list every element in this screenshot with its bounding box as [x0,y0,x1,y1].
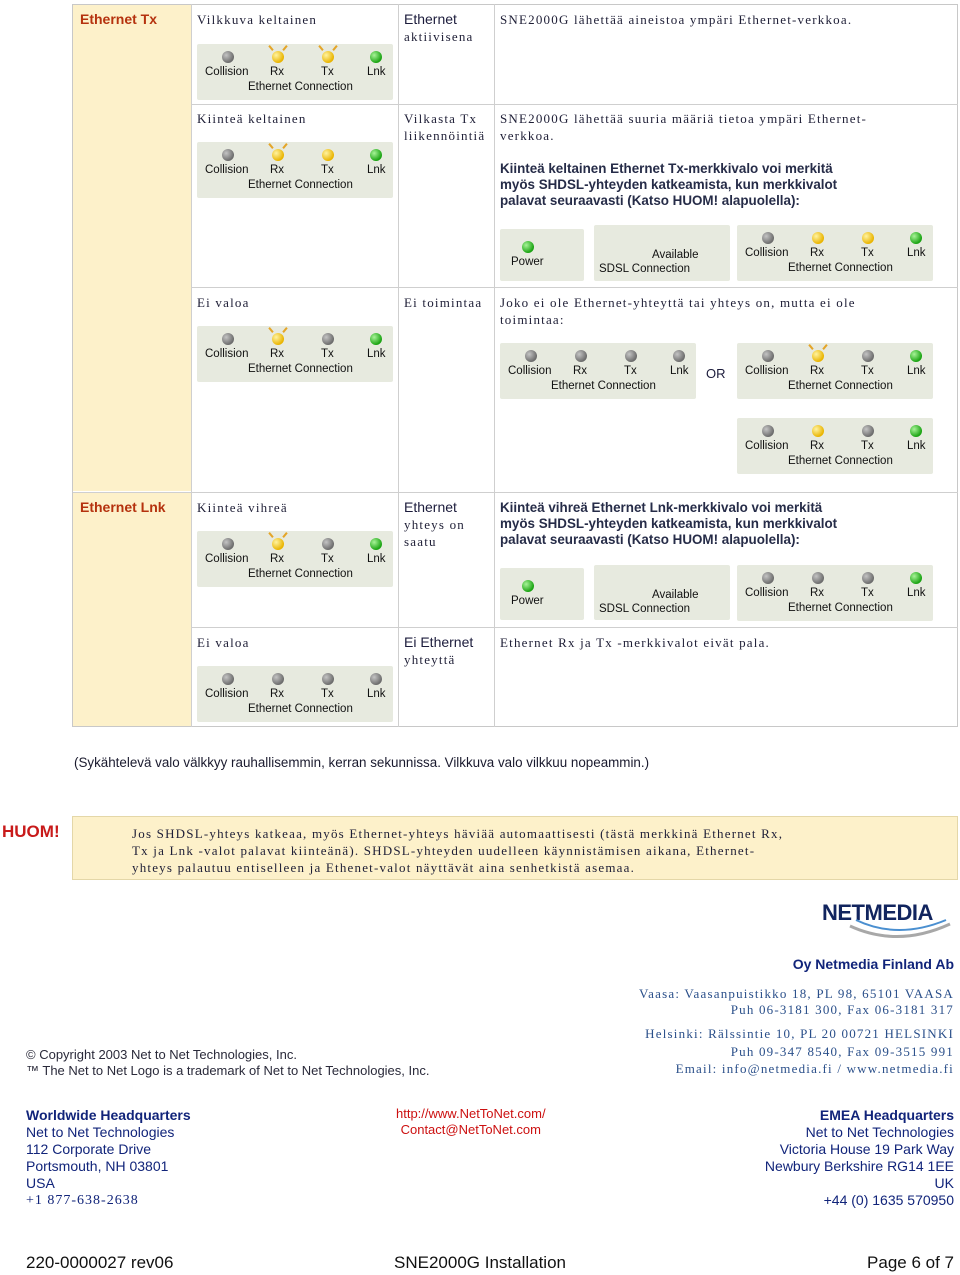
lnk-label: Lnk [907,247,926,259]
lnk-led [370,538,382,550]
company-name: Oy Netmedia Finland Ab [792,956,954,972]
vaasa-address: Vaasa: Vaasanpuistikko 18, PL 98, 65101 VAASA [639,986,954,1001]
rx-label: Rx [270,66,285,78]
lnk-label: Lnk [907,587,926,599]
footnote-text: (Sykähtelevä valo välkkyy rauhallisemmin, kerran sekunnissa. Vilkkuva valo vilkkuu nopeammin.) [74,755,650,770]
rx-led [272,149,284,161]
collision-label: Collision [745,440,789,452]
collision-led [222,673,234,685]
status-text: Ethernet [404,11,457,27]
lnk-label: Lnk [367,66,386,78]
tx-label: Tx [861,440,874,452]
grid-line [398,4,399,727]
blink-icon [282,45,287,51]
power-led-panel [500,568,584,620]
lnk-label: Lnk [367,553,386,565]
lnk-led [910,350,922,362]
collision-label: Collision [745,247,789,259]
tx-led [322,333,334,345]
helsinki-phone: Puh 09-347 8540, Fax 09-3515 991 [730,1044,954,1059]
label-cell-lnk [73,493,191,726]
note-text: palavat seuraavasti (Katso HUOM! alapuolella): [500,532,800,547]
power-label: Power [511,256,544,268]
description-text: SNE2000G lähettää suuria määriä tietoa ympäri Ethernet- [500,111,868,126]
collision-label: Collision [745,365,789,377]
hq-line: 112 Corporate Drive [26,1141,152,1157]
label-cell-tx [73,5,191,491]
netmedia-logo [820,898,956,950]
doc-number: 220-0000027 rev06 [26,1253,174,1272]
note-text: Jos SHDSL-yhteys katkeaa, myös Ethernet-yhteys häviää automaattisesti (tästä merkkinä Ethernet Rx, [132,826,784,841]
tx-led [862,232,874,244]
power-led [522,241,534,253]
page-number: Page 6 of 7 [867,1253,954,1272]
grid-line [494,4,495,727]
lnk-led [910,572,922,584]
blink-icon [282,327,287,333]
emea-line: Victoria House 19 Park Way [779,1141,954,1157]
collision-led [762,350,774,362]
ethernet-led-panel [197,326,393,382]
lnk-label: Lnk [907,440,926,452]
ethernet-connection-label: Ethernet Connection [248,363,353,375]
rx-led [272,333,284,345]
copyright-text: Copyright 2003 Net to Net Technologies, Inc. [39,1047,297,1062]
worldwide-hq [26,1107,191,1209]
status-text: Vilkasta Tx [404,111,478,126]
trademark-line [26,1063,429,1078]
note-text: Tx ja Lnk -valot palavat kiinteänä). SHDSL-yhteyden uudelleen käynnistämisen aikana, Ethernet- [132,843,756,858]
rx-label: Rx [270,164,285,176]
led-state: Ei valoa [197,635,250,650]
ethernet-connection-label: Ethernet Connection [248,703,353,715]
tx-label: Tx [321,164,334,176]
emea-phone: +44 (0) 1635 570950 [823,1192,954,1208]
trademark-icon: ™ [26,1063,43,1078]
rx-label: Rx [573,365,588,377]
blink-icon [332,45,337,51]
sdsl-connection-label: SDSL Connection [599,603,690,615]
blink-icon [808,344,813,350]
collision-label: Collision [205,66,249,78]
description-text: Joko ei ole Ethernet-yhteyttä tai yhteys on, mutta ei ole [500,295,856,310]
status-text: saatu [404,534,437,549]
rx-led [272,51,284,63]
blink-icon [268,532,273,538]
power-led [522,580,534,592]
rx-label: Rx [270,688,285,700]
ethernet-led-panel [737,343,933,399]
grid-line [191,627,958,628]
note-text: yhteys palautuu entiselleen ja Ethenet-valot näyttävät aina senhetkistä asemaa. [132,860,636,875]
tx-led [862,350,874,362]
note-text: palavat seuraavasti (Katso HUOM! alapuolella): [500,193,800,208]
copyright-line [26,1047,297,1062]
ethernet-led-panel [737,565,933,621]
trademark-text: The Net to Net Logo is a trademark of Net to Net Technologies, Inc. [42,1063,430,1078]
emea-hq [765,1107,954,1209]
lnk-led [370,333,382,345]
hq-line: Net to Net Technologies [26,1124,175,1140]
netmedia-contact: Email: info@netmedia.fi / www.netmedia.fi [675,1061,954,1076]
lnk-led [910,425,922,437]
lnk-label: Lnk [670,365,689,377]
website-link[interactable]: http://www.NetToNet.com/ [396,1106,546,1121]
emea-line: UK [934,1175,954,1191]
collision-label: Collision [205,553,249,565]
blink-icon [268,327,273,333]
emea-line: Net to Net Technologies [805,1124,954,1140]
vaasa-phone: Puh 06-3181 300, Fax 06-3181 317 [730,1002,954,1017]
ethernet-connection-label: Ethernet Connection [788,602,893,614]
tx-label: Tx [624,365,637,377]
helsinki-address: Helsinki: Rälssintie 10, PL 20 00721 HELSINKI [645,1026,954,1041]
note-text: Kiinteä keltainen Ethernet Tx-merkkivalo voi merkitä [500,161,833,176]
rx-label: Rx [270,553,285,565]
sdsl-led-panel [594,225,730,281]
collision-led [762,425,774,437]
led-state: Ei valoa [197,295,250,310]
status-text: Ei toimintaa [404,295,483,310]
lnk-label: Lnk [907,365,926,377]
tx-led [322,538,334,550]
description-text: verkkoa. [500,128,555,143]
blink-icon [282,532,287,538]
sdsl-connection-label: SDSL Connection [599,263,690,275]
rx-label: Rx [810,587,825,599]
tx-led [625,350,637,362]
hq-title: Worldwide Headquarters [26,1107,191,1123]
blink-icon [822,344,827,350]
rx-led [812,425,824,437]
ethernet-connection-label: Ethernet Connection [248,568,353,580]
ethernet-led-panel [737,225,933,281]
rx-label: Rx [270,348,285,360]
copyright-icon: © [26,1047,40,1062]
tx-label: Tx [321,348,334,360]
collision-label: Collision [205,688,249,700]
collision-led [222,333,234,345]
status-text: Ei Ethernet [404,634,474,650]
lnk-led [673,350,685,362]
collision-led [222,149,234,161]
collision-label: Collision [205,164,249,176]
rx-label: Rx [810,365,825,377]
ethernet-led-panel [197,142,393,198]
netmedia-logo-text: NETMEDIA [822,900,933,925]
hq-line: Portsmouth, NH 03801 [26,1158,169,1174]
or-label: OR [706,366,726,381]
rx-led [812,572,824,584]
tx-label: Tx [321,66,334,78]
description-text: Ethernet Rx ja Tx -merkkivalot eivät pala. [500,635,771,650]
sdsl-led-panel [594,565,730,620]
blink-icon [268,45,273,51]
grid-line [191,4,192,727]
tx-label: Tx [861,247,874,259]
ethernet-led-panel [197,44,393,100]
status-text: yhteyttä [404,652,456,667]
lnk-label: Lnk [367,688,386,700]
huom-label: HUOM! [2,822,60,841]
ethernet-connection-label: Ethernet Connection [248,81,353,93]
ethernet-led-panel [197,531,393,587]
ethernet-led-panel [197,666,393,722]
status-text: Ethernet [404,499,457,515]
status-text: aktiivisena [404,29,474,44]
ethernet-connection-label: Ethernet Connection [788,380,893,392]
ethernet-led-panel [737,418,933,474]
tx-led [322,673,334,685]
blink-icon [282,143,287,149]
collision-label: Collision [745,587,789,599]
emea-line: Newbury Berkshire RG14 1EE [764,1158,954,1174]
grid-line [73,492,958,493]
logo-swoosh-icon [848,918,952,948]
status-text: liikennöintiä [404,128,486,143]
hq-phone: +1 877-638-2638 [26,1193,139,1208]
lnk-label: Lnk [367,348,386,360]
lnk-led [910,232,922,244]
tx-led [322,51,334,63]
doc-title: SNE2000G Installation [394,1253,566,1272]
ethernet-connection-label: Ethernet Connection [788,262,893,274]
row-label-ethernet-tx: Ethernet Tx [80,11,158,27]
led-state: Kiinteä vihreä [197,500,288,515]
rx-led [575,350,587,362]
note-text: myös SHDSL-yhteyden katkeamista, kun merkkivalot [500,177,838,192]
lnk-label: Lnk [367,164,386,176]
tx-led [322,149,334,161]
email-link[interactable]: Contact@NetToNet.com [400,1122,541,1137]
collision-led [222,51,234,63]
collision-label: Collision [508,365,552,377]
available-label: Available [652,589,699,601]
tx-led [862,572,874,584]
collision-label: Collision [205,348,249,360]
rx-label: Rx [810,247,825,259]
lnk-led [370,149,382,161]
collision-led [525,350,537,362]
rx-led [812,232,824,244]
power-led-panel [500,229,584,281]
led-state: Vilkkuva keltainen [197,12,318,27]
emea-title: EMEA Headquarters [819,1107,954,1123]
ethernet-led-panel [500,343,696,399]
lnk-led [370,673,382,685]
note-text: myös SHDSL-yhteyden katkeamista, kun merkkivalot [500,516,838,531]
grid-line [191,287,958,288]
tx-label: Tx [861,365,874,377]
tx-label: Tx [321,553,334,565]
tx-label: Tx [321,688,334,700]
collision-led [762,232,774,244]
ethernet-connection-label: Ethernet Connection [551,380,656,392]
blink-icon [318,45,323,51]
collision-led [762,572,774,584]
ethernet-connection-label: Ethernet Connection [788,455,893,467]
rx-label: Rx [810,440,825,452]
tx-label: Tx [861,587,874,599]
row-label-ethernet-lnk: Ethernet Lnk [80,499,166,515]
rx-led [272,673,284,685]
web-contact [396,1106,546,1138]
note-text: Kiinteä vihreä Ethernet Lnk-merkkivalo voi merkitä [500,500,823,515]
available-label: Available [652,249,699,261]
rx-led [272,538,284,550]
tx-led [862,425,874,437]
ethernet-connection-label: Ethernet Connection [248,179,353,191]
description-text: SNE2000G lähettää aineistoa ympäri Ethernet-verkkoa. [500,12,853,27]
blink-icon [268,143,273,149]
rx-led [812,350,824,362]
grid-line [191,104,958,105]
description-text: toimintaa: [500,312,565,327]
hq-line: USA [26,1175,55,1191]
collision-led [222,538,234,550]
led-state: Kiinteä keltainen [197,111,307,126]
status-text: yhteys on [404,517,465,532]
lnk-led [370,51,382,63]
power-label: Power [511,595,544,607]
